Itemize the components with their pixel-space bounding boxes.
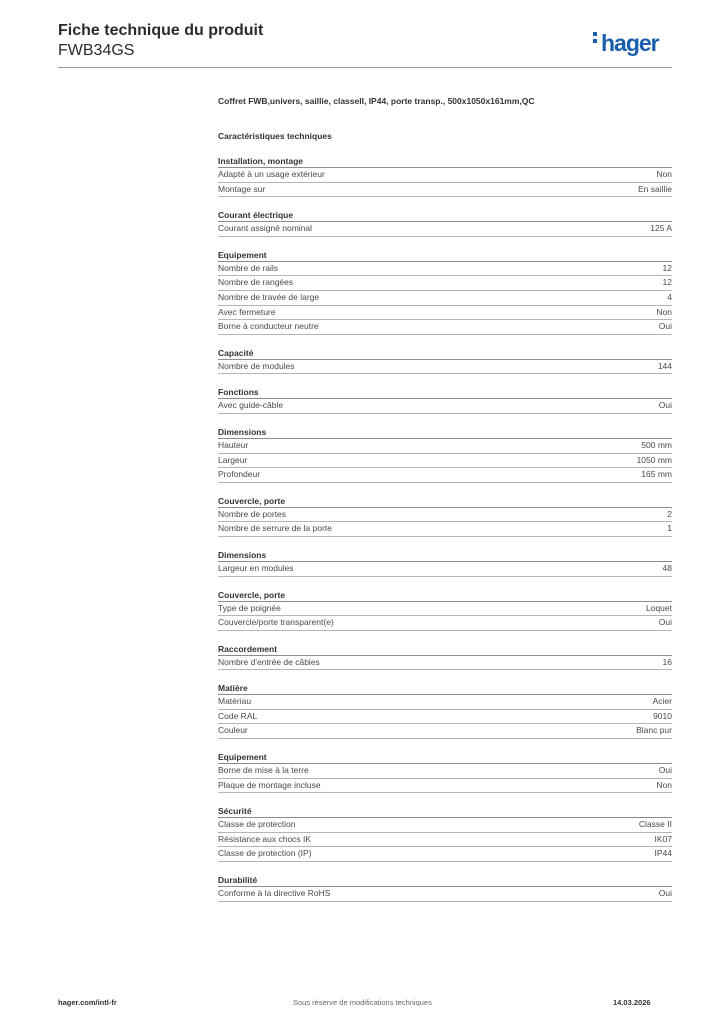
spec-value: 12	[662, 277, 672, 288]
spec-section	[218, 752, 672, 793]
spec-value: 16	[662, 656, 672, 667]
spec-row	[218, 306, 672, 321]
characteristics-title: Caractéristiques techniques	[218, 131, 332, 141]
spec-value: 500 mm	[641, 439, 672, 450]
spec-row	[218, 602, 672, 617]
spec-label: Nombre de travée de large	[218, 291, 320, 302]
spec-section	[218, 644, 672, 671]
main-content	[218, 96, 672, 902]
spec-label: Résistance aux chocs IK	[218, 833, 312, 844]
spec-label: Nombre de modules	[218, 360, 295, 371]
page-title: Fiche technique du produit	[58, 22, 264, 39]
footer-date: 14.03.2026	[613, 998, 651, 1007]
spec-row	[218, 320, 672, 335]
spec-section	[218, 806, 672, 862]
spec-value: Oui	[658, 617, 672, 628]
page-header	[58, 21, 263, 61]
footer-website: hager.com/intl-fr	[58, 998, 117, 1007]
spec-row	[218, 695, 672, 710]
spec-label: Avec guide-câble	[218, 400, 284, 411]
spec-section	[218, 875, 672, 902]
spec-section	[218, 210, 672, 237]
spec-value: Acier	[652, 696, 672, 707]
spec-section	[218, 387, 672, 414]
spec-label: Nombre de serrure de la porte	[218, 523, 332, 534]
spec-value: 48	[662, 562, 672, 573]
spec-row	[218, 468, 672, 483]
spec-row	[218, 262, 672, 277]
spec-label: Montage sur	[218, 183, 266, 194]
section-title: Durabilité	[218, 875, 672, 887]
spec-section	[218, 250, 672, 335]
spec-row	[218, 710, 672, 725]
spec-label: Classe de protection (IP)	[218, 848, 312, 859]
spec-row	[218, 399, 672, 414]
spec-label: Nombre de portes	[218, 508, 287, 519]
spec-value: 1050 mm	[636, 454, 672, 465]
section-title: Couvercle, porte	[218, 590, 672, 602]
spec-label: Borne à conducteur neutre	[218, 321, 319, 332]
footer-notice: Sous réserve de modifications techniques	[293, 998, 432, 1007]
section-title: Courant électrique	[218, 210, 672, 222]
spec-section	[218, 427, 672, 483]
spec-value: Oui	[658, 888, 672, 899]
spec-value: 9010	[653, 710, 672, 721]
spec-section	[218, 496, 672, 537]
spec-row	[218, 724, 672, 739]
spec-value: IP44	[654, 848, 672, 859]
spec-label: Profondeur	[218, 469, 261, 480]
logo-text: hager	[601, 30, 659, 56]
spec-label: Largeur en modules	[218, 562, 294, 573]
spec-value: IK07	[654, 833, 672, 844]
spec-value: 12	[662, 262, 672, 273]
spec-label: Avec fermeture	[218, 306, 276, 317]
spec-value: Non	[656, 306, 672, 317]
spec-row	[218, 616, 672, 631]
section-title: Sécurité	[218, 806, 672, 818]
section-title: Dimensions	[218, 427, 672, 439]
spec-row	[218, 764, 672, 779]
hager-logo	[593, 30, 659, 57]
spec-row	[218, 439, 672, 454]
spec-row	[218, 562, 672, 577]
spec-label: Conforme à la directive RoHS	[218, 888, 331, 899]
spec-label: Largeur	[218, 454, 248, 465]
section-title: Equipement	[218, 752, 672, 764]
spec-row	[218, 833, 672, 848]
spec-label: Hauteur	[218, 439, 249, 450]
spec-value: 1	[667, 523, 672, 534]
spec-row	[218, 847, 672, 862]
spec-label: Nombre de rangées	[218, 277, 294, 288]
product-description: Coffret FWB,univers, saillie, classeII, IP44, porte transp., 500x1050x161mm,QC	[218, 96, 535, 106]
spec-label: Borne de mise à la terre	[218, 765, 309, 776]
spec-section	[218, 590, 672, 631]
spec-row	[218, 522, 672, 537]
spec-label: Plaque de montage incluse	[218, 779, 321, 790]
spec-row	[218, 887, 672, 902]
spec-section	[218, 550, 672, 577]
section-title: Raccordement	[218, 644, 672, 656]
spec-value: Oui	[658, 400, 672, 411]
spec-value: En saillie	[637, 183, 672, 194]
spec-label: Nombre d'entrée de câbles	[218, 656, 320, 667]
spec-row	[218, 168, 672, 183]
spec-value: 144	[657, 360, 672, 371]
section-title: Dimensions	[218, 550, 672, 562]
section-title: Equipement	[218, 250, 672, 262]
spec-value: Non	[656, 779, 672, 790]
spec-label: Adapté à un usage extérieur	[218, 169, 325, 179]
spec-section	[218, 683, 672, 739]
spec-label: Type de poignée	[218, 602, 281, 613]
spec-label: Code RAL	[218, 710, 258, 721]
section-title: Capacité	[218, 348, 672, 360]
spec-value: 125 A	[650, 223, 672, 234]
spec-row	[218, 779, 672, 794]
spec-row	[218, 183, 672, 198]
section-title: Fonctions	[218, 387, 672, 399]
spec-value: 2	[667, 508, 672, 519]
product-code: FWB34GS	[58, 42, 135, 59]
spec-row	[218, 291, 672, 306]
logo-dots-icon	[593, 32, 598, 46]
spec-label: Classe de protection	[218, 819, 296, 830]
spec-value: Blanc pur	[636, 725, 672, 736]
spec-value: Classe II	[638, 819, 672, 830]
spec-sections	[218, 156, 672, 902]
spec-label: Courant assigné nominal	[218, 223, 313, 234]
section-title: Couvercle, porte	[218, 496, 672, 508]
spec-label: Nombre de rails	[218, 262, 278, 273]
spec-label: Couvercle/porte transparent(e)	[218, 617, 334, 628]
section-title: Matière	[218, 683, 672, 695]
spec-value: Loquet	[646, 602, 672, 613]
spec-section	[218, 156, 672, 197]
header-divider	[58, 67, 672, 68]
spec-value: 165 mm	[641, 469, 672, 480]
spec-value: Oui	[658, 765, 672, 776]
section-title: Installation, montage	[218, 156, 672, 168]
spec-row	[218, 818, 672, 833]
spec-value: 4	[667, 291, 672, 302]
spec-label: Couleur	[218, 725, 248, 736]
spec-row	[218, 656, 672, 671]
spec-label: Matériau	[218, 696, 252, 707]
spec-row	[218, 360, 672, 375]
spec-row	[218, 454, 672, 469]
spec-row	[218, 508, 672, 523]
spec-row	[218, 222, 672, 237]
spec-value: Oui	[658, 321, 672, 332]
spec-value: Non	[656, 169, 672, 179]
spec-row	[218, 276, 672, 291]
spec-section	[218, 348, 672, 375]
